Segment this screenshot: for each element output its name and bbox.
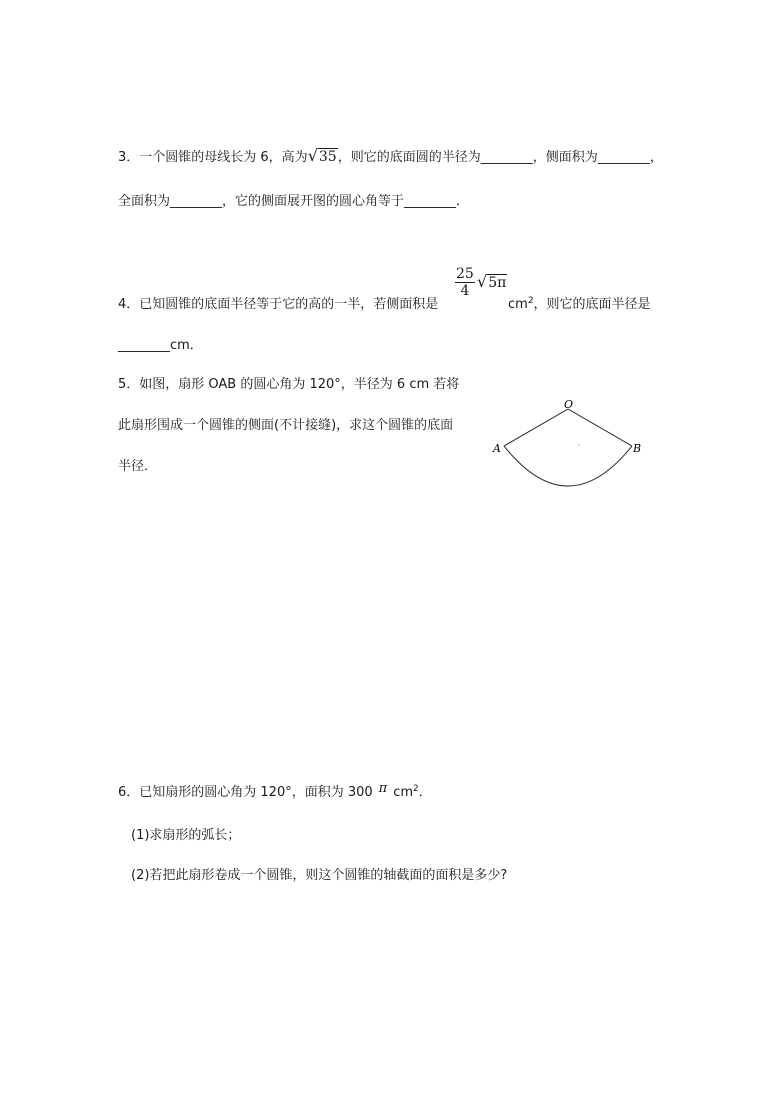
q3-line2: 全面积为________，它的侧面展开图的圆心角等于________． (118, 194, 470, 209)
q4-sqrt-value: 5π (488, 275, 507, 291)
q6-unit: cm (393, 785, 414, 800)
q4-text-b: ，则它的底面半径是 (533, 297, 651, 312)
q4-fraction (455, 266, 475, 299)
q4-sqrt: √5π (477, 272, 507, 291)
q3-sqrt-value: 35 (318, 149, 337, 165)
q4-line1-b (508, 293, 651, 312)
sector-radius-ob (568, 409, 632, 446)
q6-part1: (1)求扇形的弧长； (131, 828, 241, 843)
sector-arc-ab (504, 446, 632, 486)
q5-line1: 5．如图，扇形 OAB 的圆心角为 120°，半径为 6 cm 若将 (118, 377, 460, 392)
q4-frac-den: 4 (460, 283, 470, 299)
q4-unit-exp: 2 (527, 296, 534, 306)
q3-text-a: 3．一个圆锥的母线长为 6，高为 (118, 150, 308, 165)
q5-line2: 此扇形围成一个圆锥的侧面(不计接缝)，求这个圆锥的底面 (118, 418, 454, 433)
q6-unit-exp: 2 (413, 784, 419, 794)
q6-text-a: 6．已知扇形的圆心角为 120°，面积为 300 (118, 785, 373, 800)
q6-text-b: ． (418, 785, 432, 800)
q4-line2: ________cm． (118, 338, 203, 353)
sector-radius-oa (504, 409, 568, 446)
q5-line3: 半径． (118, 459, 158, 474)
q4-frac-num: 25 (456, 266, 474, 282)
label-b: B (633, 442, 642, 455)
q3-sqrt: √35 (307, 146, 337, 165)
q4-line1-a: 4．已知圆锥的底面半径等于它的高的一半，若侧面积是 (118, 297, 439, 312)
label-o: O (564, 398, 574, 411)
sector-figure (488, 396, 648, 491)
q6-pi: π (378, 781, 388, 796)
q4-unit: cm (508, 297, 528, 312)
q3-line1 (118, 146, 663, 165)
label-a: A (493, 442, 501, 455)
q6-line1 (118, 781, 432, 800)
q6-part2: (2)若把此扇形卷成一个圆锥，则这个圆锥的轴截面的面积是多少? (131, 868, 508, 883)
q3-text-b: ，则它的底面圆的半径为________，侧面积为________， (337, 150, 663, 165)
sector-center-dot (578, 444, 579, 445)
